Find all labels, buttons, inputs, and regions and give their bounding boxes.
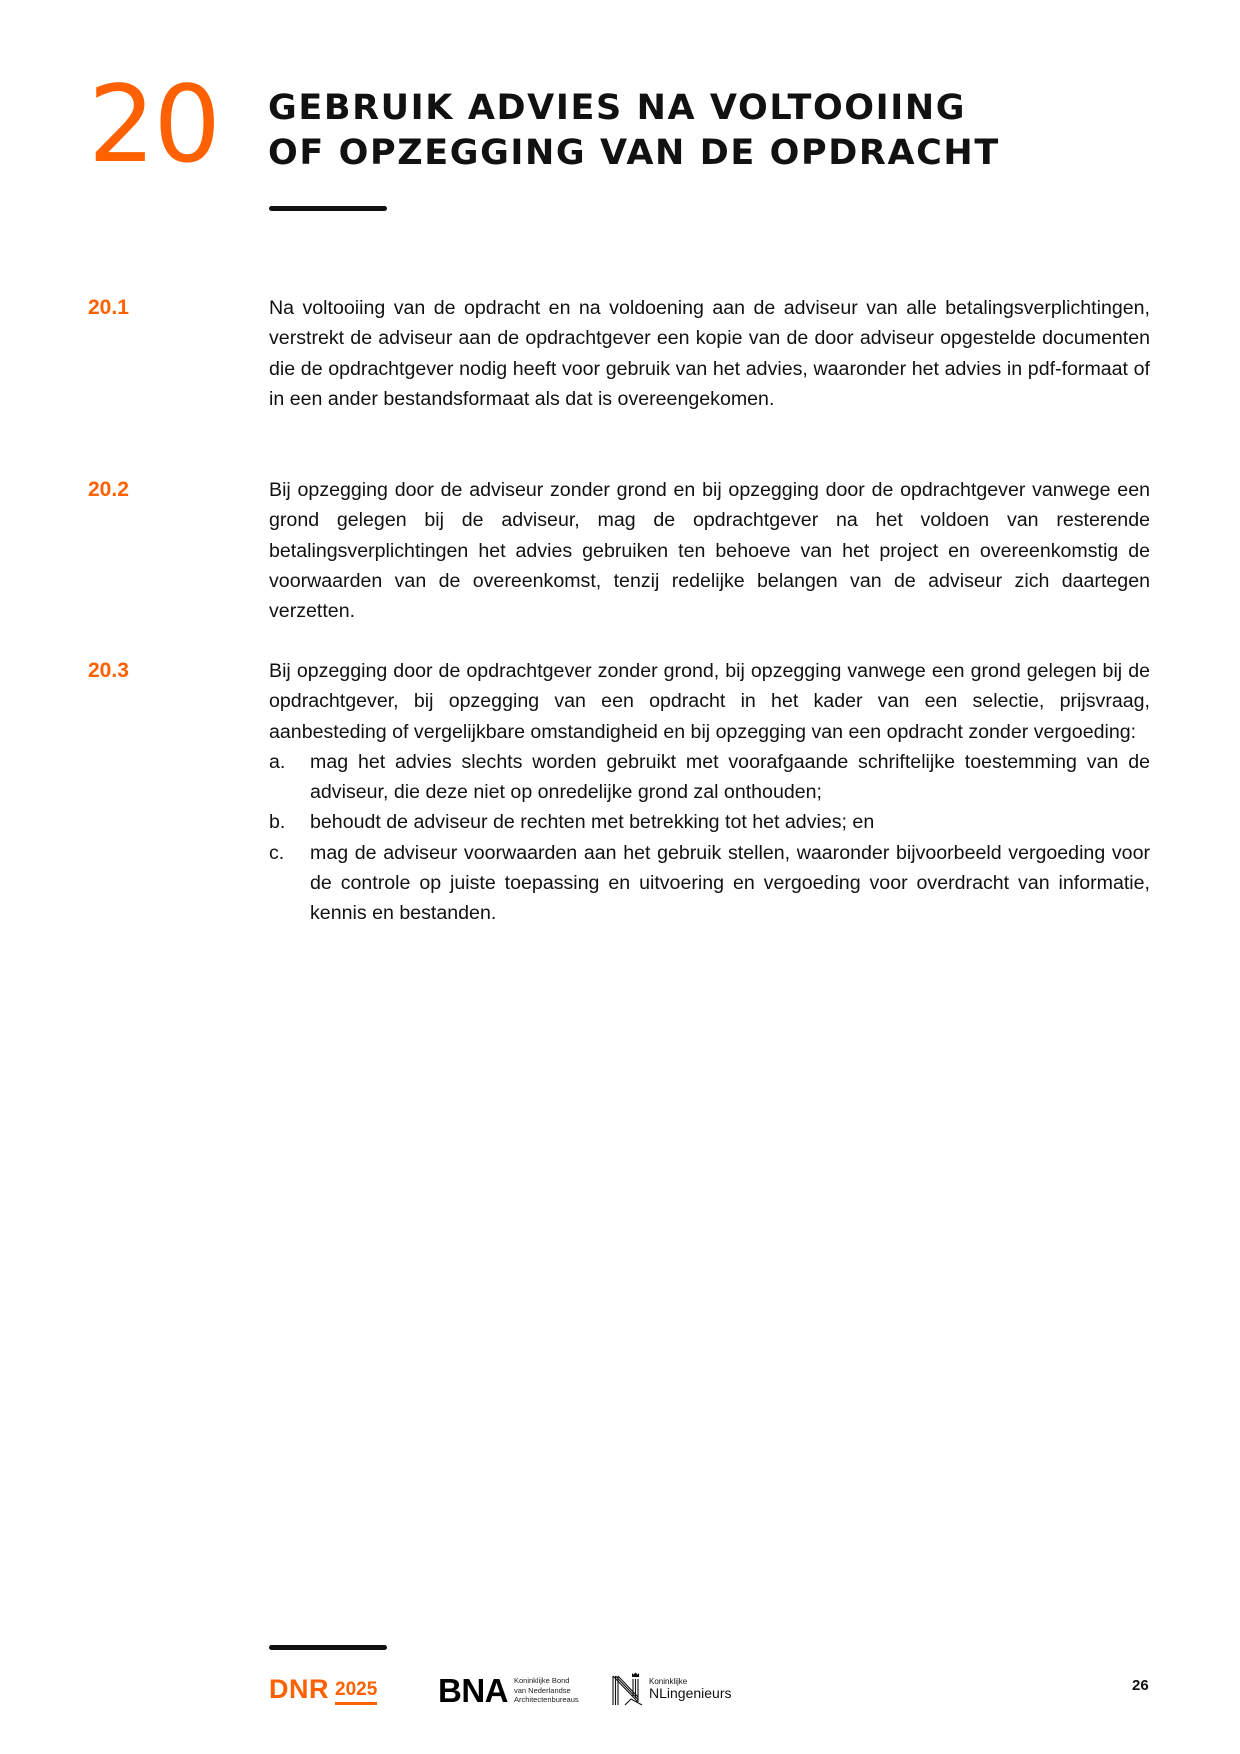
list-marker: a. xyxy=(269,750,286,773)
page-number: 26 xyxy=(1132,1677,1149,1694)
chapter-title xyxy=(268,86,1000,176)
list-item-c xyxy=(269,838,1150,929)
bna-logo-subtitle xyxy=(514,1676,579,1705)
dnr-logo-year: 2025 xyxy=(335,1680,377,1705)
section-paragraph: Na voltooiing van de opdracht en na voldoening aan de adviseur van alle betalingsverplichtingen, verstrekt de adviseur aan de opdrachtgever een kopie van de door adviseur opgestelde documenten die de opdrachtgever nodig heeft voor gebruik van het advies, waaronder het advies in pdf-formaat of in een ander bestandsformaat als dat is overeengekomen. xyxy=(269,297,1150,410)
bna-logo-text: BNA xyxy=(438,1672,508,1709)
heading-divider xyxy=(269,206,387,211)
section-paragraph: Bij opzegging door de adviseur zonder grond en bij opzegging door de opdrachtgever vanwege een grond gelegen bij de adviseur, mag de opdrachtgever na het voldoen van resterende betalingsverplichtingen het advies gebruiken ten behoeve van het project en overeenkomstig de voorwaarden van de overeenkomst, tenzij redelijke belangen van de adviseur zich daartegen verzetten. xyxy=(269,479,1150,623)
list-marker: c. xyxy=(269,841,285,864)
list-item-a xyxy=(269,747,1150,808)
section-number: 20.1 xyxy=(88,296,129,319)
section-number: 20.3 xyxy=(88,659,129,682)
section-number: 20.2 xyxy=(88,478,129,501)
nl-ingenieurs-name: NLingenieurs xyxy=(649,1685,732,1701)
nl-ingenieurs-wordmark xyxy=(649,1677,732,1701)
section-body xyxy=(269,293,1150,414)
bna-subtitle-line: van Nederlandse xyxy=(514,1685,571,1695)
list-item-b xyxy=(269,807,1150,837)
dnr-logo-text: DNR xyxy=(269,1674,329,1704)
list-item-text: mag de adviseur voorwaarden aan het gebruik stellen, waaronder bijvoorbeeld vergoeding voor de controle op juiste toepassing en uitvoering en vergoeding voor overdracht van informatie, kennis en bestanden. xyxy=(310,841,1150,925)
bna-subtitle-line: Koninklijke Bond xyxy=(514,1676,570,1686)
section-paragraph: Bij opzegging door de opdrachtgever zonder grond, bij opzegging vanwege een grond gelegen bij de opdrachtgever, bij opzegging van een opdracht in het kader van een selectie, prijsvraag, aanbesteding of vergelijkbare omstandigheid en bij opzegging van een opdracht zonder vergoeding: xyxy=(269,660,1150,743)
list-item-text: behoudt de adviseur de rechten met betrekking tot het advies; en xyxy=(310,811,875,834)
chapter-title-line-2: OF OPZEGGING VAN DE OPDRACHT xyxy=(268,133,1000,173)
bna-subtitle-line: Architectenbureaus xyxy=(514,1695,579,1705)
list-item-text: mag het advies slechts worden gebruikt met voorafgaande schriftelijke toestemming van de adviseur, die deze niet op onredelijke grond zal onthouden; xyxy=(310,750,1150,804)
chapter-number: 20 xyxy=(88,63,219,186)
section-body xyxy=(269,475,1150,626)
footer-divider xyxy=(269,1645,387,1650)
list-marker: b. xyxy=(269,811,286,834)
nl-ingenieurs-logo xyxy=(611,1671,732,1707)
bna-logo xyxy=(438,1674,579,1707)
chapter-title-line-1: GEBRUIK ADVIES NA VOLTOOIING xyxy=(268,88,967,128)
nl-ingenieurs-emblem-icon xyxy=(611,1671,643,1707)
section-body xyxy=(269,656,1150,929)
dnr-2025-logo xyxy=(269,1676,377,1703)
condition-list xyxy=(269,747,1150,929)
nl-ingenieurs-small-text: Koninklijke xyxy=(649,1677,688,1686)
